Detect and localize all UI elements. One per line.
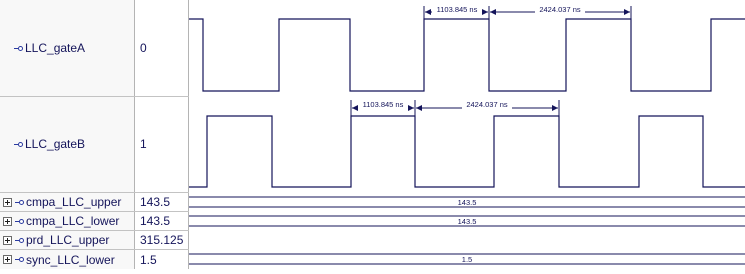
bus-sync-llc-lower[interactable] [189,254,745,264]
port-icon [14,141,23,148]
waveform-llc-gateb[interactable] [189,116,745,187]
signal-row-sync-llc-lower[interactable] [0,250,134,269]
signal-row-prd-llc-upper[interactable] [0,231,134,249]
bus-label-sync-llc-lower: 1.5 [461,255,473,264]
expand-plus-icon[interactable] [3,198,12,207]
signal-name-sync-llc-lower: sync_LLC_lower [26,252,115,267]
signal-name-cmpa-llc-lower: cmpa_LLC_lower [26,214,120,228]
bus-cmpa-llc-lower[interactable] [189,216,745,226]
waveform-area[interactable] [189,0,745,269]
expand-plus-icon[interactable] [3,236,12,245]
port-icon [14,45,23,52]
signal-row-llc-gateb[interactable] [0,134,134,154]
port-icon [15,218,24,225]
signal-value-cmpa-llc-lower: 143.5 [140,214,171,228]
signal-value-prd-llc-upper: 315.125 [140,233,184,247]
waveform-canvas[interactable] [189,0,745,269]
measure-period-a: 2424.037 ns [539,5,581,14]
signal-row-cmpa-llc-lower[interactable] [0,212,134,230]
signal-value-cmpa-llc-upper: 143.5 [140,195,171,209]
measure-period-b: 2424.037 ns [466,100,508,109]
signal-name-prd-llc-upper: prd_LLC_upper [26,233,110,247]
signal-value-llc-gatea: 0 [140,41,147,55]
signal-value-llc-gateb: 1 [140,137,147,151]
signal-row-cmpa-llc-upper[interactable] [0,193,134,211]
signal-name-llc-gateb: LLC_gateB [25,137,86,151]
signal-name-cmpa-llc-upper: cmpa_LLC_upper [26,195,122,209]
waveform-llc-gatea[interactable] [189,19,745,91]
measure-on-time-a: 1103.845 ns [436,5,478,14]
expand-plus-icon[interactable] [3,217,12,226]
bus-cmpa-llc-upper[interactable] [189,197,745,207]
bus-label-cmpa-llc-lower: 143.5 [457,217,477,226]
signal-row-llc-gatea[interactable] [0,38,134,58]
signal-name-llc-gatea: LLC_gateA [25,41,86,55]
expand-plus-icon[interactable] [3,255,12,264]
port-icon [15,237,24,244]
bus-label-cmpa-llc-upper: 143.5 [457,198,477,207]
port-icon [15,199,24,206]
measure-on-time-b: 1103.845 ns [362,100,404,109]
signal-value-sync-llc-lower: 1.5 [140,252,157,267]
port-icon [15,256,24,263]
